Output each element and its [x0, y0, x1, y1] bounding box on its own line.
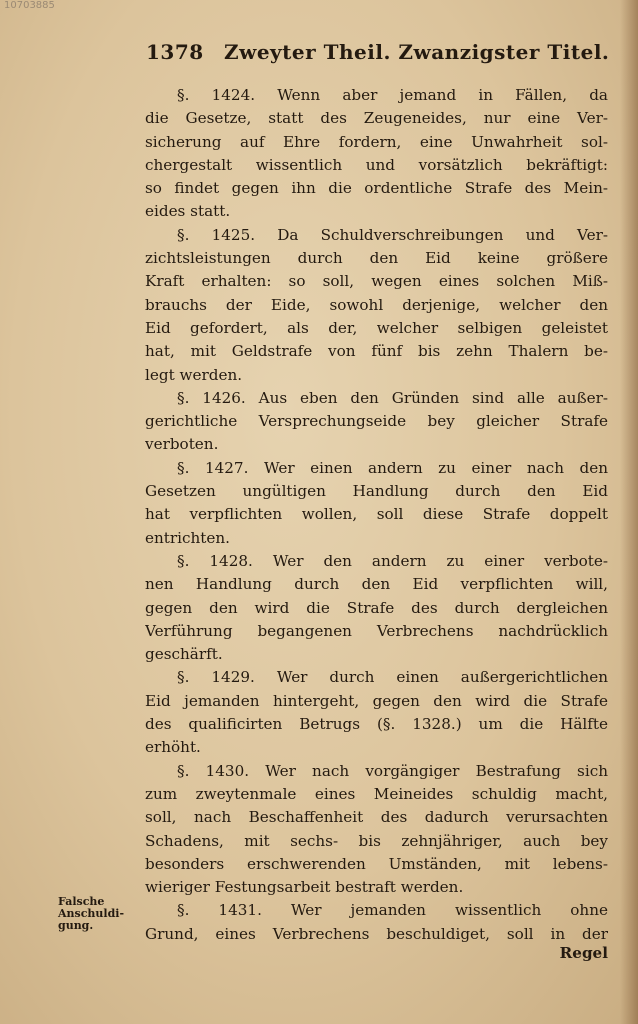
margin-note-line: Falsche: [58, 895, 105, 908]
margin-note: [58, 896, 138, 932]
body-text: [145, 84, 608, 946]
text-line: §. 1426. Aus eben den Gründen sind alle außer-: [177, 388, 608, 407]
text-line: erhöht.: [145, 738, 201, 757]
scan-identifier: 10703885: [4, 0, 55, 11]
text-line: wieriger Festungsarbeit bestraft werden.: [145, 878, 464, 897]
running-title: Zweyter Theil. Zwanzigster Titel.: [224, 40, 610, 64]
text-line: zichtsleistungen durch den Eid keine größere: [145, 249, 608, 268]
text-line: chergestalt wissentlich und vorsätzlich bekräftigt:: [145, 155, 608, 174]
text-line: §. 1424. Wenn aber jemand in Fällen, da: [177, 86, 608, 104]
text-line: Grund, eines Verbrechens beschuldiget, soll in der: [145, 924, 608, 943]
text-line: §. 1431. Wer jemanden wissentlich ohne: [177, 901, 608, 920]
page-header: [146, 40, 608, 74]
text-line: Eid jemanden hintergeht, gegen den wird die Strafe: [145, 691, 608, 710]
catchword: Regel: [559, 944, 608, 962]
text-line: soll, nach Beschaffenheit des dadurch verursachten: [145, 808, 608, 827]
page-number: 1378: [146, 40, 204, 64]
text-line: Kraft erhalten: so soll, wegen eines solchen Miß-: [145, 272, 608, 291]
text-line: besonders erschwerenden Umständen, mit lebens-: [145, 854, 608, 873]
text-line: hat, mit Geldstrafe von fünf bis zehn Thalern be-: [145, 342, 608, 361]
text-line: so findet gegen ihn die ordentliche Strafe des Mein-: [145, 179, 608, 198]
text-line: nen Handlung durch den Eid verpflichten will,: [145, 575, 608, 594]
text-line: §. 1430. Wer nach vorgängiger Bestrafung sich: [177, 761, 608, 780]
text-line: gegen den wird die Strafe des durch dergleichen: [145, 598, 608, 617]
page-edge-shadow: [620, 0, 638, 1024]
text-line: legt werden.: [145, 365, 243, 384]
margin-note-line: Anschuldi-: [58, 907, 125, 920]
text-line: Eid gefordert, als der, welcher selbigen geleistet: [145, 318, 608, 337]
text-line: gerichtliche Versprechungseide bey gleicher Strafe: [145, 412, 608, 431]
text-line: entrichten.: [145, 528, 230, 547]
text-line: hat verpflichten wollen, soll diese Strafe doppelt: [145, 505, 608, 524]
text-line: zum zweytenmale eines Meineides schuldig macht,: [145, 784, 608, 803]
text-line: §. 1429. Wer durch einen außergerichtlichen: [177, 668, 608, 687]
text-line: geschärft.: [145, 645, 223, 664]
margin-note-line: gung.: [58, 919, 94, 932]
text-line: Schadens, mit sechs- bis zehnjähriger, auch bey: [145, 831, 608, 850]
text-line: §. 1425. Da Schuldverschreibungen und Ver-: [177, 225, 608, 244]
text-line: des qualificirten Betrugs (§. 1328.) um die Hälfte: [145, 715, 608, 734]
text-line: brauchs der Eide, sowohl derjenige, welcher den: [145, 295, 608, 314]
text-line: Verführung begangenen Verbrechens nachdrücklich: [145, 621, 608, 640]
text-line: Gesetzen ungültigen Handlung durch den Eid: [145, 482, 608, 501]
text-line: verboten.: [145, 435, 219, 454]
text-line: sicherung auf Ehre fordern, eine Unwahrheit sol-: [145, 132, 608, 151]
text-line: §. 1427. Wer einen andern zu einer nach den: [177, 458, 608, 477]
text-line: §. 1428. Wer den andern zu einer verbote-: [177, 551, 608, 570]
text-line: die Gesetze, statt des Zeugeneides, nur eine Ver-: [145, 109, 608, 128]
text-line: eides statt.: [145, 202, 231, 221]
